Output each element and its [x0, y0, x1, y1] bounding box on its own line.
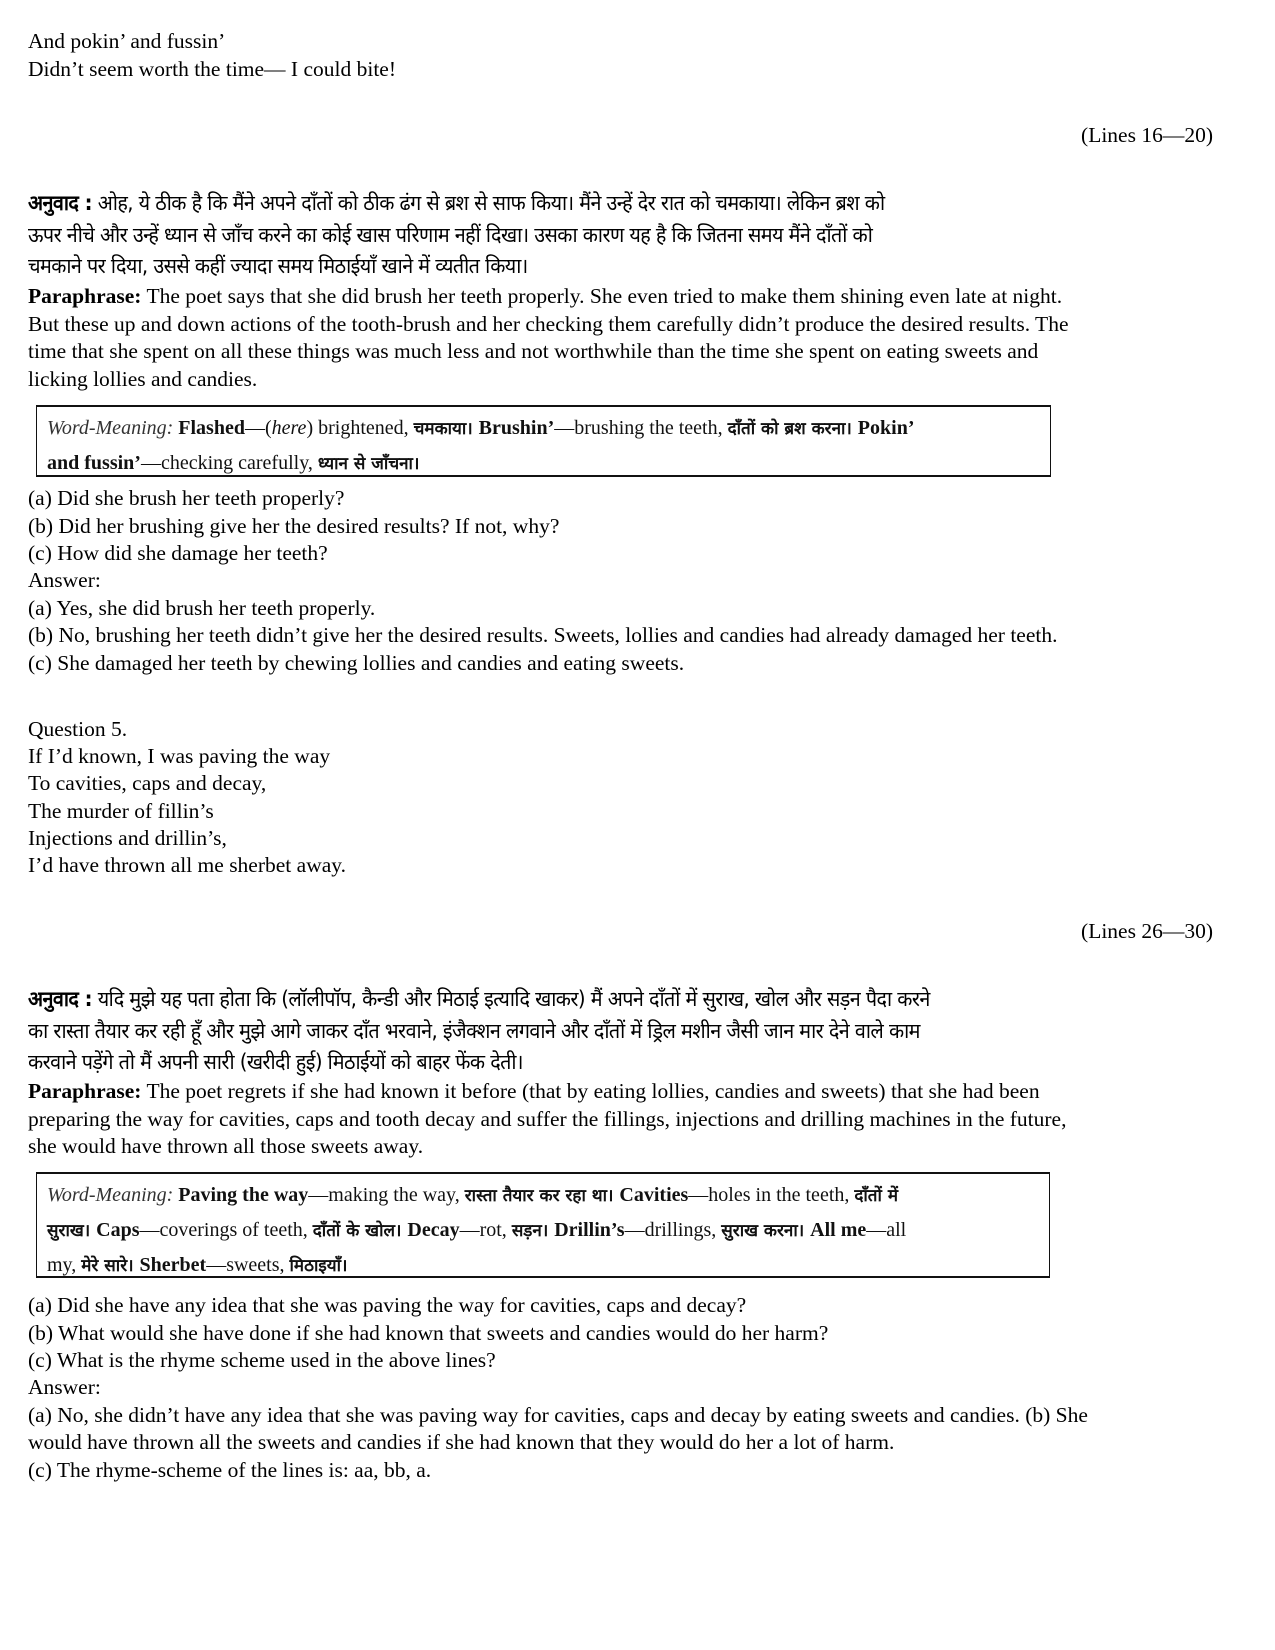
word-meaning-definition: दाँतों को ब्रश करना। [727, 419, 858, 439]
word-meaning-term: All me [810, 1219, 867, 1241]
poem-line: Didn’t seem worth the time— I could bite! [28, 57, 397, 81]
word-meaning-term: and fussin’ [47, 452, 141, 474]
word-meaning-definition: सड़न। [511, 1221, 555, 1241]
word-meaning-definition: —making the way, [308, 1184, 465, 1206]
word-meaning-definition: दाँतों के खोल। [312, 1221, 408, 1241]
word-meaning-definition: —rot, [459, 1219, 512, 1241]
line-reference: (Lines 26—30) [1081, 919, 1213, 943]
paraphrase-label: Paraphrase: [28, 284, 142, 308]
translation-text: का रास्ता तैयार कर रही हूँ और मुझे आगे जाकर दाँत भरवाने, इंजैक्शन लगवाने और दाँतों में ड्रिल मशीन जैसी जान मार देने वाले काम [28, 1018, 920, 1043]
word-meaning-line [47, 446, 1040, 481]
word-meaning-definition: —sweets, [206, 1254, 290, 1276]
word-meaning-definition: —drillings, [624, 1219, 722, 1241]
answer-item: (b) No, brushing her teeth didn’t give her the desired results. Sweets, lollies and candies had already damaged her teeth. [28, 623, 1058, 647]
paraphrase-label: Paraphrase: [28, 1079, 142, 1103]
poem-line: The murder of fillin’s [28, 799, 214, 823]
paraphrase-text: But these up and down actions of the tooth-brush and her checking them carefully didn’t produce the desired results. The [28, 311, 1069, 336]
word-meaning-definition: —holes in the teeth, [688, 1184, 855, 1206]
word-meaning-definition: —( [244, 417, 272, 439]
word-meaning-line [47, 411, 1040, 446]
word-meaning-box [36, 405, 1051, 477]
answer-label: Answer: [28, 568, 101, 592]
translation-text: यदि मुझे यह पता होता कि (लॉलीपॉप, कैन्डी और मिठाई इत्यादि खाकर) मैं अपने दाँतों में सुराख, खोल और सड़न पैदा करने [91, 987, 930, 1011]
word-meaning-definition: my, [47, 1254, 82, 1276]
translation-label: अनुवाद : [28, 191, 92, 215]
answer-item: (c) The rhyme-scheme of the lines is: aa, bb, a. [28, 1458, 432, 1482]
answer-label: Answer: [28, 1375, 101, 1399]
word-meaning-term: Cavities [619, 1184, 689, 1206]
word-meaning-term: Paving the way [178, 1184, 309, 1206]
paraphrase-text: The poet regrets if she had known it before (that by eating lollies, candies and sweets) that she had been [141, 1079, 1040, 1103]
question-item: (c) What is the rhyme scheme used in the above lines? [28, 1348, 496, 1372]
question-title: Question 5. [28, 717, 128, 741]
answer-item: (c) She damaged her teeth by chewing lollies and candies and eating sweets. [28, 651, 685, 675]
translation-text: चमकाने पर दिया, उससे कहीं ज्यादा समय मिठाईयाँ खाने में व्यतीत किया। [28, 254, 528, 278]
paraphrase-text: time that she spent on all these things was much less and not worthwhile than the time she spent on eating sweets and [28, 339, 1039, 363]
paraphrase [28, 1078, 1218, 1161]
word-meaning-definition: मिठाइयाँ। [289, 1256, 348, 1276]
answer-item: (a) No, she didn’t have any idea that she was paving way for cavities, caps and decay by eating sweets and candies. (b) She [28, 1403, 1088, 1427]
poem-line: I’d have thrown all me sherbet away. [28, 853, 346, 877]
word-meaning-definition: ) brightened, [306, 417, 414, 439]
translation-label: अनुवाद : [28, 987, 92, 1011]
translation-text: ऊपर नीचे और उन्हें ध्यान से जाँच करने का कोई खास परिणाम नहीं दिखा। उसका कारण यह है कि जितना समय मैंने दाँतों को [28, 222, 873, 247]
word-meaning-title: Word-Meaning: [47, 1184, 174, 1206]
word-meaning-term: Caps [96, 1219, 140, 1241]
word-meaning-term: Flashed [178, 417, 245, 439]
hindi-translation [28, 188, 1147, 283]
poem-line: To cavities, caps and decay, [28, 771, 267, 795]
word-meaning-term: Decay [407, 1219, 460, 1241]
question-item: (a) Did she have any idea that she was paving the way for cavities, caps and decay? [28, 1293, 747, 1317]
word-meaning-definition: सुराख करना। [721, 1221, 811, 1241]
line-reference: (Lines 16—20) [1081, 123, 1213, 147]
word-meaning-definition: दाँतों में [854, 1186, 898, 1206]
word-meaning-line [47, 1213, 1039, 1248]
word-meaning-term: Pokin’ [857, 417, 915, 439]
word-meaning-definition: मेरे सारे। [81, 1256, 140, 1276]
question-item: (a) Did she brush her teeth properly? [28, 486, 345, 510]
paraphrase-text: The poet says that she did brush her teeth properly. She even tried to make them shining even late at night. [141, 284, 1063, 308]
answer-item: (a) Yes, she did brush her teeth properly. [28, 596, 376, 620]
word-meaning-definition: —checking carefully, [140, 452, 318, 474]
paraphrase [28, 283, 1218, 393]
answer-item: would have thrown all the sweets and candies if she had known that they would do her a lot of harm. [28, 1430, 895, 1454]
paraphrase-text: preparing the way for cavities, caps and tooth decay and suffer the fillings, injections and drilling machines in the future, [28, 1106, 1067, 1131]
word-meaning-definition: रास्ता तैयार कर रहा था। [464, 1186, 620, 1206]
word-meaning-line [47, 1178, 1039, 1213]
word-meaning-term: Sherbet [139, 1254, 207, 1276]
word-meaning-title: Word-Meaning: [47, 417, 174, 439]
word-meaning-definition: सुराख। [47, 1221, 97, 1241]
word-meaning-box [36, 1172, 1050, 1278]
hindi-translation [28, 984, 1147, 1079]
question-item: (c) How did she damage her teeth? [28, 541, 328, 565]
translation-text: ओह, ये ठीक है कि मैंने अपने दाँतों को ठीक ढंग से ब्रश से साफ किया। मैंने उन्हें देर रात को चमकाया। लेकिन ब्रश को [91, 191, 885, 215]
word-meaning-definition: —all [866, 1219, 907, 1241]
poem-line: And pokin’ and fussin’ [28, 29, 226, 53]
poem-line: If I’d known, I was paving the way [28, 744, 331, 768]
word-meaning-definition: —coverings of teeth, [139, 1219, 313, 1241]
question-item: (b) Did her brushing give her the desired results? If not, why? [28, 514, 560, 538]
word-meaning-definition: —brushing the teeth, [554, 417, 728, 439]
word-meaning-line [47, 1248, 1039, 1283]
word-meaning-definition: here [271, 417, 307, 439]
word-meaning-term: Brushin’ [478, 417, 555, 439]
paraphrase-text: she would have thrown all those sweets away. [28, 1134, 424, 1158]
word-meaning-term: Drillin’s [554, 1219, 625, 1241]
translation-text: करवाने पड़ेंगे तो मैं अपनी सारी (खरीदी हुई) मिठाईयों को बाहर फेंक देती। [28, 1050, 523, 1074]
poem-line: Injections and drillin’s, [28, 826, 227, 850]
question-item: (b) What would she have done if she had known that sweets and candies would do her harm? [28, 1321, 829, 1345]
word-meaning-definition: चमकाया। [413, 419, 479, 439]
word-meaning-definition: ध्यान से जाँचना। [317, 454, 420, 474]
paraphrase-text: licking lollies and candies. [28, 366, 258, 391]
